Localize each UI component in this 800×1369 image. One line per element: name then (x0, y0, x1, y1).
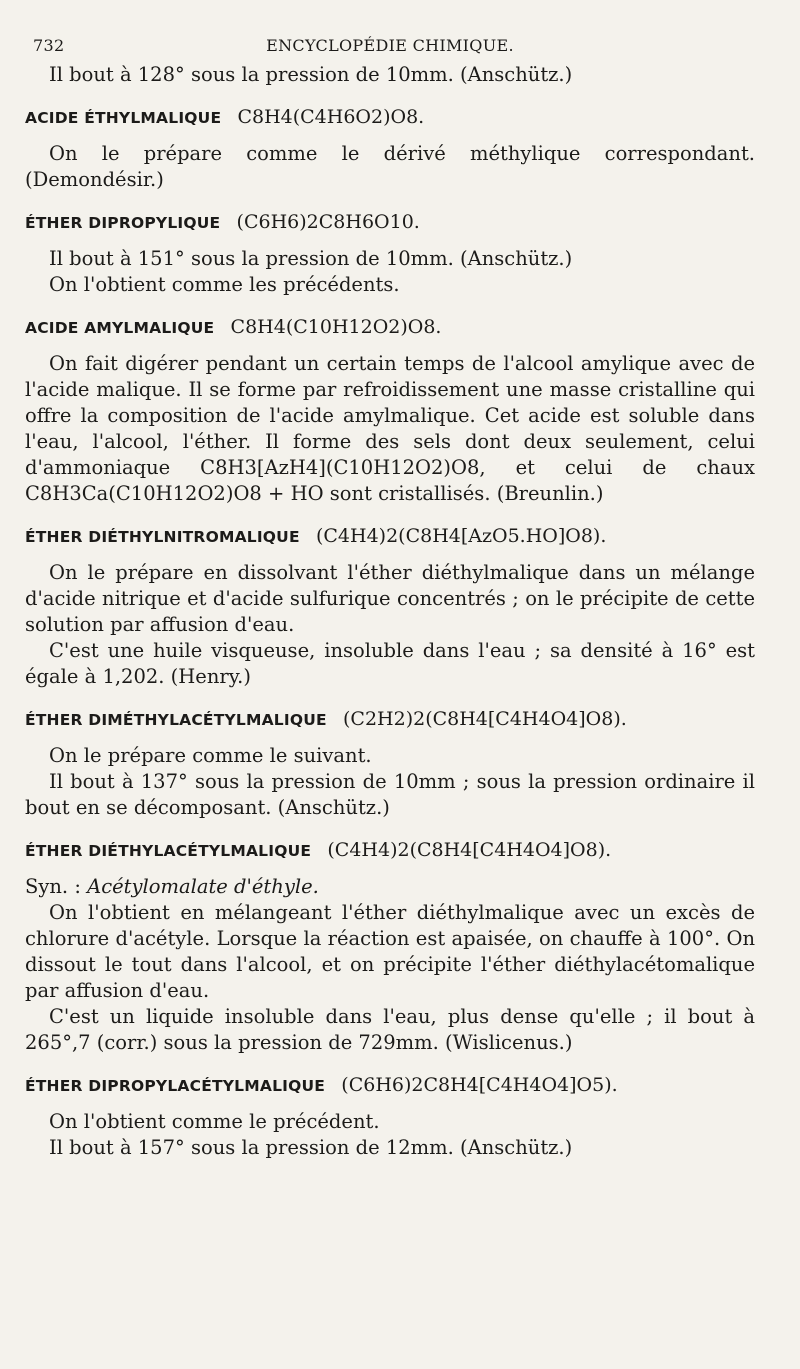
running-header (25, 36, 755, 60)
page-body (25, 62, 755, 1161)
compound-formula: (C6H6)2C8H4[C4H4O4]O5). (341, 1074, 618, 1096)
compound-heading (25, 1072, 755, 1099)
paragraph: On l'obtient en mélangeant l'éther diéthylmalique avec un excès de chlorure d'acétyle. Lorsque la réaction est apaisée, on chauffe à 100°. On dissout le tout dans l'alcool, et on précipite l'éther diéthylacétomalique par affusion d'eau. (25, 901, 755, 1002)
paragraph: Il bout à 128° sous la pression de 10mm. (Anschütz.) (49, 63, 573, 86)
paragraph: On l'obtient comme le précédent. (49, 1110, 380, 1133)
page-number: 732 (33, 36, 65, 55)
synonym-value: Acétylomalate d'éthyle. (87, 875, 319, 898)
compound-heading (25, 523, 755, 550)
compound-name: ÉTHER DIPROPYLIQUE (25, 214, 221, 232)
paragraph: C'est une huile visqueuse, insoluble dans l'eau ; sa densité à 16° est égale à 1,202. (Henry.) (25, 639, 755, 688)
paragraph: On l'obtient comme les précédents. (49, 273, 400, 296)
paragraph: Il bout à 137° sous la pression de 10mm ; sous la pression ordinaire il bout en se décomposant. (Anschütz.) (25, 770, 755, 819)
paragraph: On le prépare comme le dérivé méthylique correspondant. (Demondésir.) (25, 142, 755, 191)
compound-formula: C8H4(C10H12O2)O8. (230, 316, 442, 338)
compound-formula: (C2H2)2(C8H4[C4H4O4]O8). (343, 708, 627, 730)
running-title: ENCYCLOPÉDIE CHIMIQUE. (266, 36, 514, 55)
synonym-label: Syn. : (25, 875, 81, 898)
compound-heading (25, 104, 755, 131)
compound-formula: (C4H4)2(C8H4[AzO5.HO]O8). (315, 525, 607, 547)
compound-name: ACIDE ÉTHYLMALIQUE (25, 109, 222, 127)
compound-formula: (C6H6)2C8H6O10. (236, 211, 420, 233)
compound-heading (25, 706, 755, 733)
compound-name: ÉTHER DIÉTHYLACÉTYLMALIQUE (25, 842, 312, 860)
synonym-line (25, 874, 755, 900)
compound-formula: C8H4(C4H6O2)O8. (237, 106, 425, 128)
compound-heading (25, 314, 755, 341)
compound-name: ACIDE AMYLMALIQUE (25, 319, 215, 337)
paragraph: Il bout à 157° sous la pression de 12mm. (Anschütz.) (49, 1136, 573, 1159)
compound-name: ÉTHER DIÉTHYLNITROMALIQUE (25, 528, 300, 546)
paragraph: C'est un liquide insoluble dans l'eau, plus dense qu'elle ; il bout à 265°,7 (corr.) sous la pression de 729mm. (Wislicenus.) (25, 1005, 755, 1054)
paragraph: On fait digérer pendant un certain temps de l'alcool amylique avec de l'acide malique. Il se forme par refroidissement une masse cristalline qui offre la composition de l'acide amylmalique. Cet acide est soluble dans l'eau, l'alcool, l'éther. Il forme des sels dont deux seulement, celui d'ammoniaque C8H3[AzH4](C10H12O2)O8, et celui de chaux C8H3Ca(C10H12O2)O8 + HO sont cristallisés. (Breunlin.) (25, 352, 755, 505)
paragraph: Il bout à 151° sous la pression de 10mm. (Anschütz.) (49, 247, 573, 270)
paragraph: On le prépare en dissolvant l'éther diéthylmalique dans un mélange d'acide nitrique et d'acide sulfurique concentrés ; on le précipite de cette solution par affusion d'eau. (25, 561, 755, 636)
compound-heading (25, 837, 755, 864)
compound-name: ÉTHER DIMÉTHYLACÉTYLMALIQUE (25, 711, 327, 729)
compound-name: ÉTHER DIPROPYLACÉTYLMALIQUE (25, 1077, 326, 1095)
compound-formula: (C4H4)2(C8H4[C4H4O4]O8). (327, 839, 612, 861)
compound-heading (25, 209, 755, 236)
paragraph: On le prépare comme le suivant. (49, 744, 372, 767)
